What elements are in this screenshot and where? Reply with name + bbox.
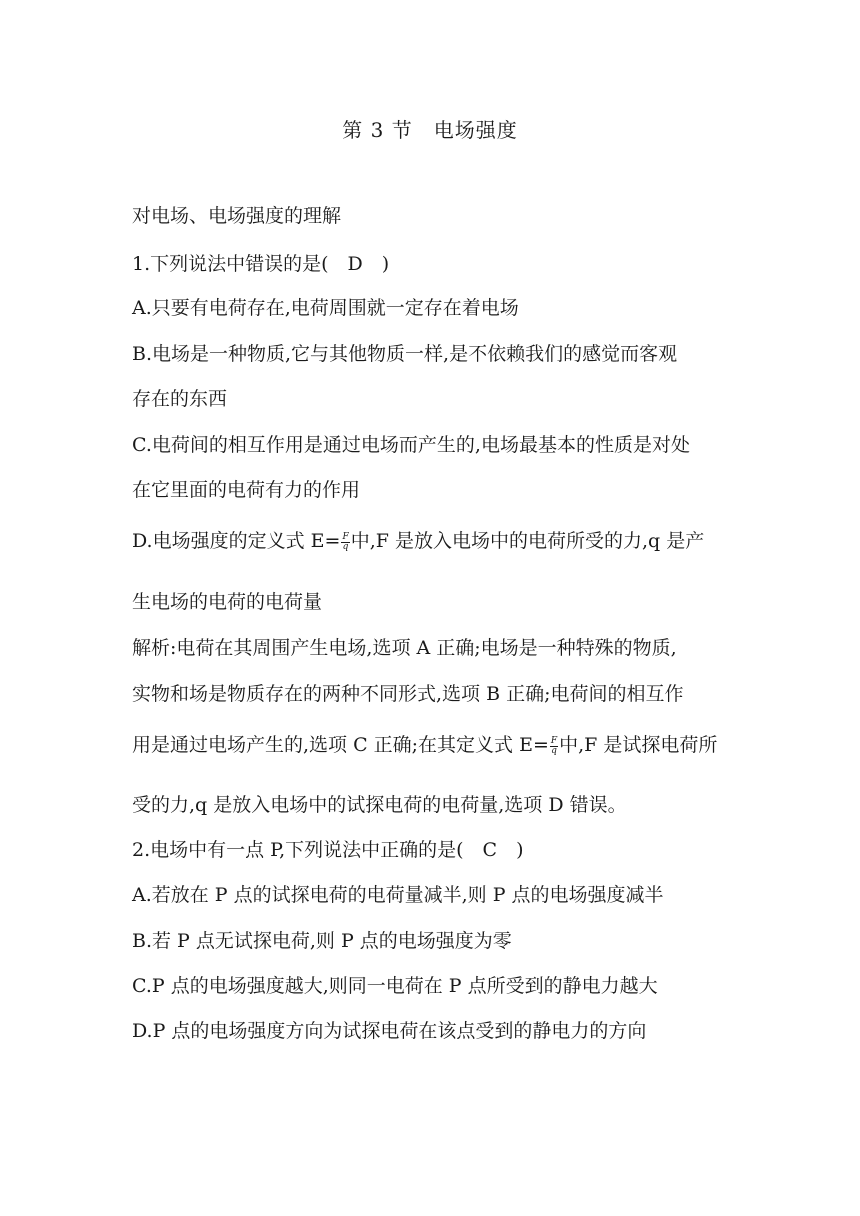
explanation-line3 <box>132 733 717 757</box>
fraction-denominator: q <box>342 541 349 552</box>
explanation-line1: 解析:电荷在其周围产生电场,选项 A 正确;电场是一种特殊的物质, <box>132 637 677 659</box>
question-2-option-b: B.若 P 点无试探电荷,则 P 点的电场强度为零 <box>132 930 512 952</box>
explanation-line4: 受的力,q 是放入电场中的试探电荷的电荷量,选项 D 错误。 <box>132 794 627 816</box>
fraction-numerator: F <box>550 735 558 746</box>
question-2-option-c: C.P 点的电场强度越大,则同一电荷在 P 点所受到的静电力越大 <box>132 975 658 997</box>
question-1-option-d-line1 <box>132 529 704 553</box>
fraction-denominator: q <box>551 745 557 756</box>
option-d-text-before: D.电场强度的定义式 E= <box>132 530 341 552</box>
fraction-numerator: F <box>342 531 349 542</box>
question-2-option-d: D.P 点的电场强度方向为试探电荷在该点受到的静电力的方向 <box>132 1020 647 1042</box>
question-1-stem: 1.下列说法中错误的是( D ) <box>132 253 390 275</box>
explanation-line2: 实物和场是物质存在的两种不同形式,选项 B 正确;电荷间的相互作 <box>132 683 684 705</box>
option-d-text-after: 中,F 是放入电场中的电荷所受的力,q 是产 <box>350 530 705 552</box>
explanation-text-after: 中,F 是试探电荷所 <box>559 734 718 756</box>
page-title: 第 3 节 电场强度 <box>342 118 518 142</box>
formula-fraction <box>341 533 349 552</box>
question-2-stem: 2.电场中有一点 P,下列说法中正确的是( C ) <box>132 839 524 861</box>
question-1-option-c-line1: C.电荷间的相互作用是通过电场而产生的,电场最基本的性质是对处 <box>132 434 690 456</box>
question-1-option-a: A.只要有电荷存在,电荷周围就一定存在着电场 <box>132 297 519 319</box>
question-1-option-b-line1: B.电场是一种物质,它与其他物质一样,是不依赖我们的感觉而客观 <box>132 343 678 365</box>
question-1-option-c-line2: 在它里面的电荷有力的作用 <box>132 479 361 501</box>
explanation-text-before: 用是通过电场产生的,选项 C 正确;在其定义式 E= <box>132 734 549 756</box>
question-1-option-d-line2: 生电场的电荷的电荷量 <box>132 591 323 613</box>
question-1-option-b-line2: 存在的东西 <box>132 388 228 410</box>
question-2-option-a: A.若放在 P 点的试探电荷的电荷量减半,则 P 点的电场强度减半 <box>132 884 664 906</box>
section-heading: 对电场、电场强度的理解 <box>132 205 342 227</box>
formula-fraction <box>550 737 558 756</box>
